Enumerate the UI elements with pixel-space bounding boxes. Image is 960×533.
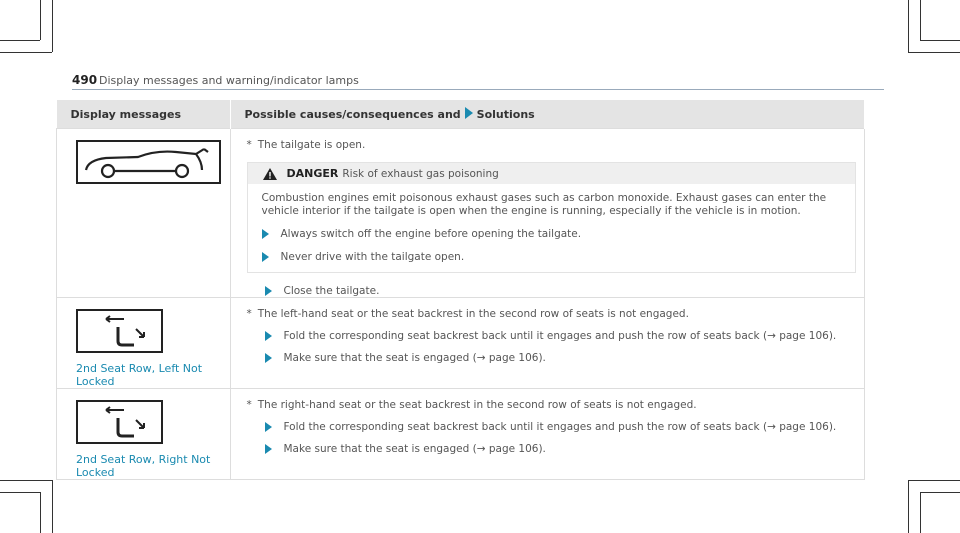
cause-label: The tailgate is open. [257,139,366,151]
crop-mark [908,52,960,53]
crop-mark [920,40,960,41]
danger-box [247,162,857,273]
message-label: 2nd Seat Row, Left Not Locked [76,362,203,388]
solution-step [265,352,865,364]
header-label: Display messages [70,107,181,121]
header-display-messages [57,100,231,129]
table-row [57,298,865,389]
cause-text: * The tailgate is open. [246,139,366,151]
arrow-icon [262,252,269,262]
cause-label: The right-hand seat or the seat backrest in the second row of seats is not engaged. [257,399,697,411]
table-row [57,389,865,480]
crop-mark [0,480,52,481]
crop-mark [920,492,960,493]
crop-mark [920,0,921,40]
display-cell [57,298,231,389]
table-header-row [57,100,865,129]
header-label: Possible causes/consequences and [244,108,461,121]
step-text: Never drive with the tailgate open. [280,251,465,263]
danger-step [262,228,846,241]
danger-step [262,251,846,264]
cause-text: * The right-hand seat or the seat backrest in the second row of seats is not engaged. [246,399,697,411]
causes-cell [230,129,865,298]
crop-mark [40,492,41,533]
tailgate-open-icon [76,140,230,187]
crop-mark [0,492,40,493]
step-text: Fold the corresponding seat backrest back until it engages and push the row of seats back (→ page 106). [283,421,837,433]
page-number: 490 [72,73,98,87]
danger-body [248,184,856,272]
danger-word: DANGER [286,167,339,180]
crop-mark [52,0,53,52]
crop-mark [920,492,921,533]
crop-mark [52,480,53,533]
crop-mark [908,480,960,481]
arrow-icon [265,331,272,341]
header-rule [72,89,884,90]
header-causes-solutions [230,100,865,129]
messages-table [56,100,865,480]
crop-mark [0,52,52,53]
cause-text: * The left-hand seat or the seat backrest in the second row of seats is not engaged. [246,308,689,320]
arrow-icon [265,422,272,432]
seat-backrest-icon [76,400,230,447]
danger-title: Risk of exhaust gas poisoning [342,167,499,180]
warning-triangle-icon [263,168,277,180]
message-label: 2nd Seat Row, Right Not Locked [76,453,211,479]
table-row [57,129,865,298]
seat-backrest-icon [76,309,230,356]
crop-mark [40,0,41,40]
arrow-icon [465,107,473,119]
danger-text: Combustion engines emit poisonous exhaust gases such as carbon monoxide. Exhaust gases can enter the vehicle interior if the tailgate is open when the engine is running, especially if the vehicle is in motion. [261,192,827,217]
solution-step [265,285,865,297]
step-text: Fold the corresponding seat backrest back until it engages and push the row of seats back (→ page 106). [283,330,837,342]
causes-cell [230,389,865,480]
page-title: Display messages and warning/indicator lamps [99,74,359,87]
crop-mark [0,40,40,41]
cause-label: The left-hand seat or the seat backrest in the second row of seats is not engaged. [257,308,689,320]
display-cell [57,389,231,480]
arrow-icon [265,286,272,296]
crop-mark [908,0,909,52]
solution-step [265,330,865,342]
solution-step [265,421,865,433]
step-text: Always switch off the engine before opening the tailgate. [280,228,582,240]
step-text: Make sure that the seat is engaged (→ page 106). [283,443,546,455]
step-text: Close the tailgate. [283,285,380,297]
causes-cell [230,298,865,389]
arrow-icon [265,444,272,454]
step-text: Make sure that the seat is engaged (→ page 106). [283,352,546,364]
crop-mark [908,480,909,533]
solution-step [265,443,865,455]
arrow-icon [265,353,272,363]
display-cell [57,129,231,298]
arrow-icon [262,229,269,239]
danger-header [248,163,856,184]
header-label: Solutions [476,108,535,121]
